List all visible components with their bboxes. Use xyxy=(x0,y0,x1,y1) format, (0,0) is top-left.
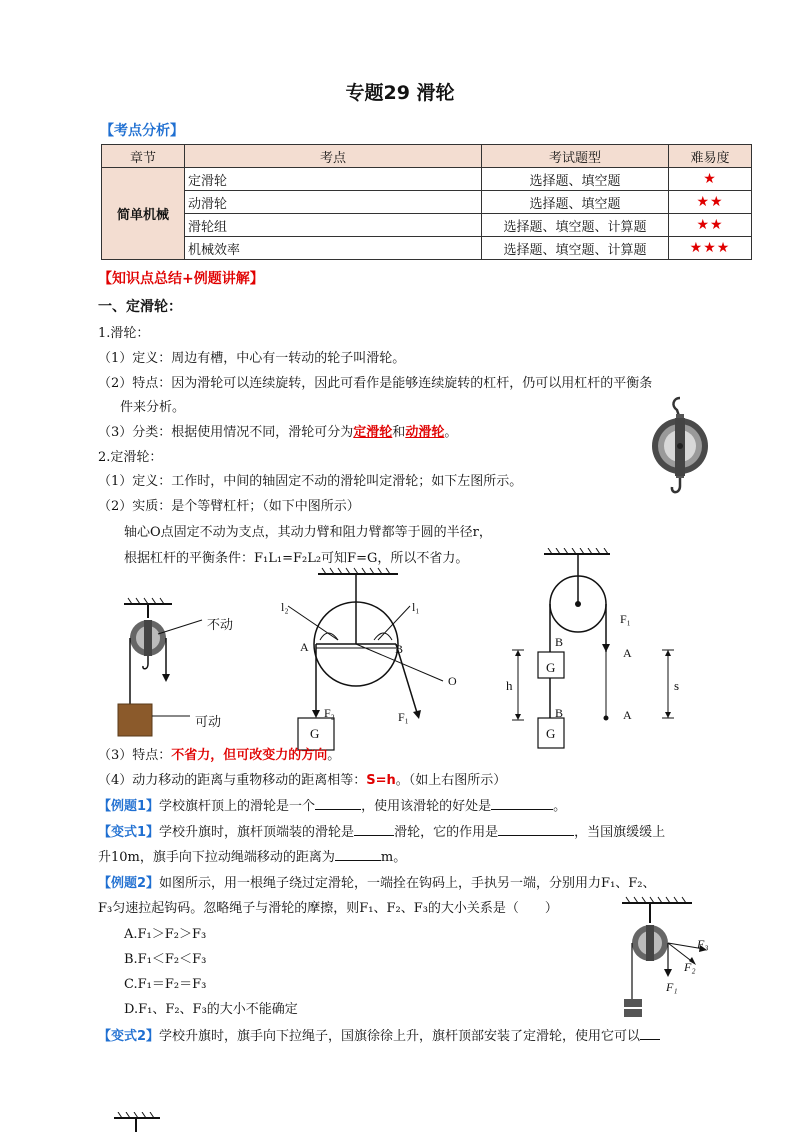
header-difficulty: 难易度 xyxy=(669,145,752,168)
label-right-F1: F₁ xyxy=(620,612,631,626)
label-right-B2: B xyxy=(555,706,564,720)
label-fixed: 不动 xyxy=(207,618,234,633)
text-pulley: 1.滑轮： xyxy=(98,326,150,341)
point-cell: 定滑轮 xyxy=(185,168,482,191)
text-fixed-definition: （1）定义：工作时，中间的轴固定不动的滑轮叫定滑轮；如下左图所示。 xyxy=(98,474,523,489)
label-ex2-F1: F₁ xyxy=(666,980,678,994)
text-distance: （4）动力移动的距离与重物移动的距离相等：S=h。（如上右图所示） xyxy=(98,773,507,788)
text-essence: （2）实质：是个等臂杠杆；（如下中图所示） xyxy=(98,499,360,514)
table-row xyxy=(102,191,752,214)
option-a[interactable]: A.F₁＞F₂＞F₃ xyxy=(124,927,207,942)
label-moving: 可动 xyxy=(195,715,222,730)
label-F1: F₁ xyxy=(398,710,409,724)
answer-movable-pulley: 动滑轮 xyxy=(405,425,445,440)
text-balance: 根据杠杆的平衡条件：F₁L₁=F₂L₂可知F=G，所以不省力。 xyxy=(124,551,469,566)
label-O: O xyxy=(448,674,457,688)
answer-blank[interactable] xyxy=(498,823,574,836)
chapter-cell: 简单机械 xyxy=(102,168,185,260)
label-right-h: h xyxy=(506,678,513,693)
label-A: A xyxy=(300,640,309,654)
text-definition: （1）定义：周边有槽，中心有一转动的轮子叫滑轮。 xyxy=(98,351,406,366)
difficulty-stars: ★ xyxy=(669,168,752,191)
summary-heading: 【知识点总结+例题讲解】 xyxy=(98,271,264,287)
text-fixed-pulley: 2.定滑轮： xyxy=(98,450,163,465)
variant-1: 【变式1】学校升旗时，旗杆顶端装的滑轮是 滑轮，它的作用是 ，当国旗缓缓上 xyxy=(98,825,666,840)
text-characteristic: （3）特点：不省力，但可改变力的方向。 xyxy=(98,748,341,763)
variant-1-cont: 升10m，旗手向下拉动绳端移动的距离为 m。 xyxy=(98,850,407,865)
answer-fixed-pulley: 定滑轮 xyxy=(353,425,393,440)
label-right-A2: A xyxy=(623,708,632,722)
answer-blank[interactable] xyxy=(354,823,394,836)
option-b[interactable]: B.F₁＜F₂＜F₃ xyxy=(124,952,207,967)
type-cell: 选择题、填空题、计算题 xyxy=(482,237,669,260)
label-F2: F₂ xyxy=(324,706,335,720)
label-ex2-F3: F₃ xyxy=(697,937,709,951)
variant-2-tag: 【变式2】 xyxy=(98,1029,160,1044)
label-right-s: s xyxy=(674,678,680,693)
label-l1: l₁ xyxy=(412,600,420,614)
example-1: 【例题1】学校旗杆顶上的滑轮是一个 ，使用该滑轮的好处是 。 xyxy=(98,799,567,814)
option-c[interactable]: C.F₁＝F₂＝F₃ xyxy=(124,977,207,992)
answer-characteristic: 不省力，但可改变力的方向 xyxy=(171,748,328,763)
table-row xyxy=(102,237,752,260)
distance-diagram xyxy=(500,548,700,758)
label-right-G2: G xyxy=(546,726,556,741)
example-2-pulley-diagram xyxy=(612,895,722,1025)
label-l2: l₂ xyxy=(281,600,289,614)
header-type: 考试题型 xyxy=(482,145,669,168)
example-2-tag: 【例题2】 xyxy=(98,876,160,891)
analysis-heading: 【考点分析】 xyxy=(100,123,184,139)
section-fixed-pulley: 一、定滑轮： xyxy=(98,299,182,315)
table-row xyxy=(102,168,752,191)
answer-blank[interactable] xyxy=(491,797,553,810)
type-cell: 选择题、填空题 xyxy=(482,168,669,191)
label-right-G1: G xyxy=(546,660,556,675)
fixed-pulley-diagram xyxy=(110,596,260,746)
header-chapter: 章节 xyxy=(102,145,185,168)
pulley-photo xyxy=(645,396,715,498)
label-B: B xyxy=(395,642,404,656)
label-ex2-F2: F₂ xyxy=(684,960,696,974)
difficulty-stars: ★★ xyxy=(669,214,752,237)
text-feature-cont: 件来分析。 xyxy=(120,400,186,415)
text-fulcrum: 轴心O点固定不动为支点，其动力臂和阻力臂都等于圆的半径r， xyxy=(124,525,492,540)
page-title: 专题29 滑轮 xyxy=(345,82,455,104)
difficulty-stars: ★★ xyxy=(669,191,752,214)
label-right-B1: B xyxy=(555,635,564,649)
example-1-tag: 【例题1】 xyxy=(98,799,160,814)
header-point: 考点 xyxy=(185,145,482,168)
answer-blank[interactable] xyxy=(335,848,381,861)
equal-arm-lever-diagram xyxy=(278,566,478,756)
partial-figure xyxy=(112,1112,172,1132)
point-cell: 机械效率 xyxy=(185,237,482,260)
text-classification: （3）分类：根据使用情况不同，滑轮可分为定滑轮和动滑轮。 xyxy=(98,425,458,440)
answer-blank[interactable] xyxy=(640,1027,660,1040)
answer-distance: S=h xyxy=(366,773,396,788)
example-2-cont: F₃匀速拉起钩码。忽略绳子与滑轮的摩擦，则F₁、F₂、F₃的大小关系是（ ） xyxy=(98,901,558,916)
answer-blank[interactable] xyxy=(315,797,361,810)
label-right-A1: A xyxy=(623,646,632,660)
point-cell: 滑轮组 xyxy=(185,214,482,237)
difficulty-stars: ★★★ xyxy=(669,237,752,260)
knowledge-table xyxy=(101,144,752,260)
example-2: 【例题2】如图所示，用一根绳子绕过定滑轮，一端拴在钩码上，手执另一端，分别用力F₁、F₂、 xyxy=(98,876,656,891)
type-cell: 选择题、填空题、计算题 xyxy=(482,214,669,237)
variant-2: 【变式2】学校升旗时，旗手向下拉绳子，国旗徐徐上升，旗杆顶部安装了定滑轮，使用它可以 xyxy=(98,1025,660,1044)
point-cell: 动滑轮 xyxy=(185,191,482,214)
label-G: G xyxy=(310,726,320,741)
option-d[interactable]: D.F₁、F₂、F₃的大小不能确定 xyxy=(124,1002,298,1017)
type-cell: 选择题、填空题 xyxy=(482,191,669,214)
table-row xyxy=(102,214,752,237)
text-feature: （2）特点：因为滑轮可以连续旋转，因此可看作是能够连续旋转的杠杆，仍可以用杠杆的平衡条 xyxy=(98,376,653,391)
variant-1-tag: 【变式1】 xyxy=(98,825,160,840)
